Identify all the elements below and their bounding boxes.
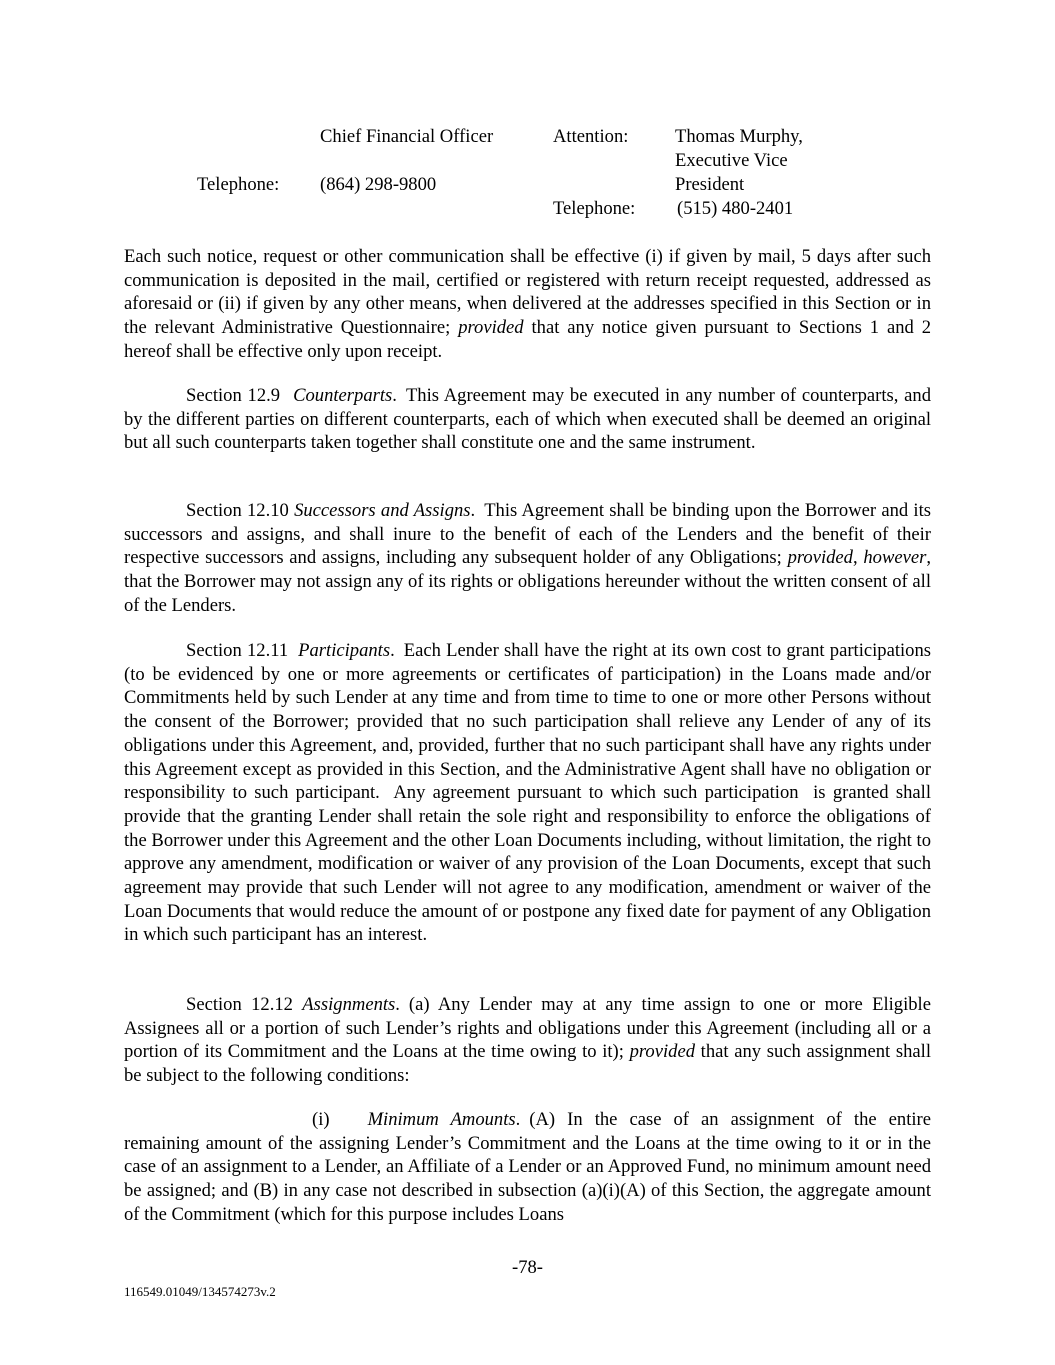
section-12-9-number: Section 12.9 <box>186 385 281 406</box>
left-telephone: (864) 298-9800 <box>320 174 437 195</box>
section-12-10: Section 12.10 Successors and Assigns. This Agreement shall be binding upon the Borrower and its successors and assigns, and shall inure to the benefit of each of the Lenders and the benefit of their respective successors and assigns, including any subsequent holder of any Obligations; provided, however, that the Borrower may not assign any of its rights or obligations hereunder without the written consent of all of the Lenders. <box>124 500 932 616</box>
section-12-12-text-before: (a) Any Lender may at any time assign to one or more Eligible Assignees all or a portion of such Lender’s rights and obligations under this Agreement (including all or a portion of its Commitment and the Loans at the time owing to it); <box>124 994 931 1063</box>
section-12-10-italic-however: however <box>863 547 927 569</box>
notice-italic-provided: provided <box>458 317 524 339</box>
attention-name: Thomas Murphy, <box>675 126 803 147</box>
notice-effectiveness-paragraph <box>124 245 931 364</box>
section-12-10-text-before: This Agreement shall be binding upon the Borrower and its successors and assigns, and shall inure to the benefit of each of the Lenders and the benefit of their respective successors and assigns, including any subsequent holder of any Obligations; <box>124 500 931 569</box>
section-12-11-number: Section 12.11 <box>186 640 289 661</box>
notice-text-before: Each such notice, request or other communication shall be effective (i) if given by mail, 5 days after such communication is deposited in the mail, certified or registered with return receipt requested, addressed as aforesaid or (ii) if given by any other means, when delivered at the addresses specified in this Section or in the relevant Administrative Questionnaire; <box>124 246 931 339</box>
page-number: -78- <box>512 1257 543 1278</box>
section-12-12-text-after: that any such assignment shall be subject to the following conditions: <box>124 1041 931 1087</box>
section-12-11-text: Each Lender shall have the right at its own cost to grant participations (to be evidenced by one or more agreements or certificates of participation) in the Loans made and/or Commitments held by such Lender at any time and from time to time to one or more other Persons without the consent of the Borrower; provided that no such participation shall relieve any Lender of any of its obligations under this Agreement, and, provided, further that no such participant shall have any rights under this Agreement except as provided in this Section, and the Administrative Agent shall have no obligation or responsibility to such participant. Any agreement pursuant to which such participation is granted shall provide that the granting Lender shall retain the sole right and responsibility to enforce the obligations of the Borrower under this Agreement and the other Loan Documents including, without limitation, the right to approve any amendment, modification or waiver of any provision of the Loan Documents, except that such agreement may provide that such Lender will not agree to any modification, amendment or waiver of the Loan Documents that would reduce the amount of or postpone any fixed date for payment of any Obligation in which such participant has an interest. <box>124 640 936 946</box>
document-id: 116549.01049/134574273v.2 <box>124 1284 276 1299</box>
section-12-10-text-after: , that the Borrower may not assign any of its rights or obligations hereunder without the written consent of all of the Lenders. <box>124 547 932 616</box>
attention-title-line-2: President <box>675 174 745 195</box>
section-12-9: Section 12.9 Counterparts. This Agreement may be executed in any number of counterparts, and by the different parties on different counterparts, each of which when executed shall be deemed an original but all such counterparts taken together shall constitute one and the same instrument. <box>124 385 931 454</box>
right-telephone-label: Telephone: <box>553 198 636 219</box>
section-12-10-comma: , <box>852 547 864 569</box>
notice-text-after: that any notice given pursuant to Sections 1 and 2 hereof shall be effective only upon receipt. <box>124 317 932 362</box>
subsection-i-marker: (i) <box>312 1109 330 1130</box>
section-12-10-italic-provided: provided <box>787 547 853 569</box>
section-12-12: Section 12.12 Assignments. (a) Any Lender may at any time assign to one or more Eligible Assignees all or a portion of such Lender’s rights and obligations under this Agreement (including all or a portion of its Commitment and the Loans at the time owing to it); provided that any such assignment shall be subject to the following conditions: <box>124 994 931 1087</box>
subsection-i-minimum-amounts: (i) Minimum Amounts. (A) In the case of an assignment of the entire remaining amount of the assigning Lender’s Commitment and the Loans at the time owing to it or in the case of an assignment to a Lender, an Affiliate of a Lender or an Approved Fund, no minimum amount need be assigned; and (B) in any case not described in subsection (a)(i)(A) of this Section, the aggregate amount of the Commitment (which for this purpose includes Loans <box>124 1109 932 1225</box>
attention-label: Attention: <box>553 126 629 147</box>
section-12-11: Section 12.11 Participants. Each Lender shall have the right at its own cost to grant participations (to be evidenced by one or more agreements or certificates of participation) in the Loans made and/or Commitments held by such Lender at any time and from time to time to one or more other Persons without the consent of the Borrower; provided that no such participation shall relieve any Lender of any of its obligations under this Agreement, and, provided, further that no such participant shall have any rights under this Agreement except as provided in this Section, and the Administrative Agent shall have no obligation or responsibility to such participant. Any agreement pursuant to which such participation is granted shall provide that the granting Lender shall retain the sole right and responsibility to enforce the obligations of the Borrower under this Agreement and the other Loan Documents including, without limitation, the right to approve any amendment, modification or waiver of any provision of the Loan Documents, except that such agreement may provide that such Lender will not agree to any modification, amendment or waiver of the Loan Documents that would reduce the amount of or postpone any fixed date for payment of any Obligation in which such participant has an interest. <box>124 640 936 946</box>
cfo-title: Chief Financial Officer <box>320 126 494 147</box>
section-12-10-heading: Successors and Assigns <box>294 500 471 521</box>
section-12-10-number: Section 12.10 <box>186 500 289 521</box>
section-12-12-number: Section 12.12 <box>186 994 293 1015</box>
attention-title-line-1: Executive Vice <box>675 150 788 171</box>
section-12-12-italic-provided: provided <box>629 1041 695 1063</box>
right-telephone: (515) 480-2401 <box>677 198 794 219</box>
subsection-i-text: (A) In the case of an assignment of the entire remaining amount of the assigning Lender’s Commitment and the Loans at the time owing to it or in the case of an assignment to a Lender, an Affiliate of a Lender or an Approved Fund, no minimum amount need be assigned; and (B) in any case not described in subsection (a)(i)(A) of this Section, the aggregate amount of the Commitment (which for this purpose includes Loans <box>124 1109 932 1225</box>
section-12-9-text: This Agreement may be executed in any number of counterparts, and by the different parties on different counterparts, each of which when executed shall be deemed an original but all such counterparts taken together shall constitute one and the same instrument. <box>124 385 931 454</box>
subsection-i-heading: Minimum Amounts <box>367 1109 516 1130</box>
section-12-9-heading: Counterparts <box>293 385 393 406</box>
section-12-12-heading: Assignments <box>302 994 396 1015</box>
section-12-11-heading: Participants <box>298 640 391 661</box>
left-telephone-label: Telephone: <box>197 174 280 195</box>
